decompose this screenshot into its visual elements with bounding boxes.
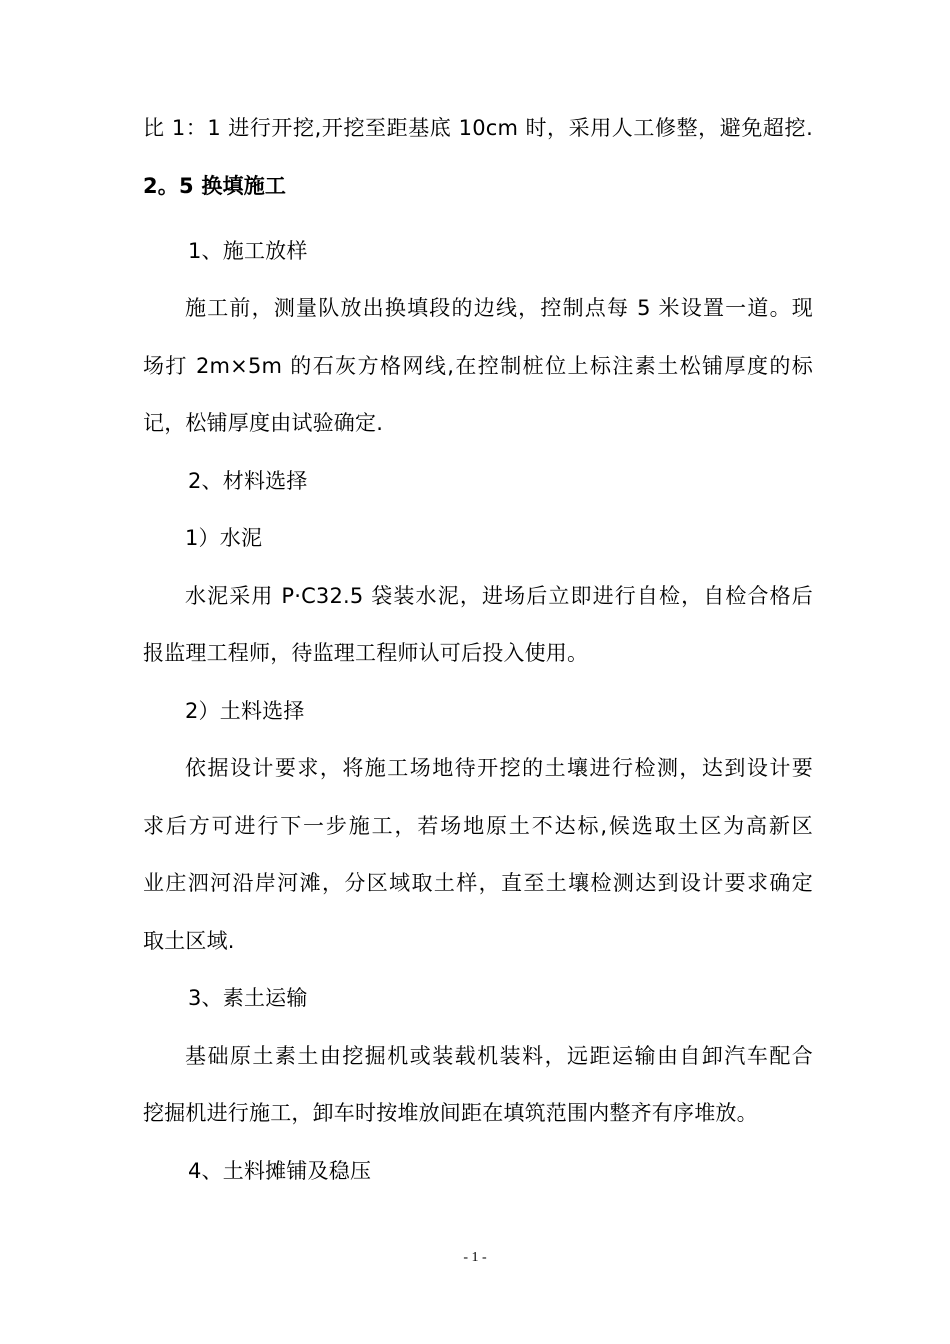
paragraph-line: 挖掘机进行施工，卸车时按堆放间距在填筑范围内整齐有序堆放。 — [143, 1101, 758, 1125]
paragraph-line: 施工前，测量队放出换填段的边线，控制点每 5 米设置一道。现 — [185, 296, 813, 320]
item-heading: 1）水泥 — [185, 526, 263, 550]
paragraph-line: 业庄泗河沿岸河滩，分区域取土样，直至土壤检测达到设计要求确定 — [143, 871, 813, 895]
subsection-heading: 4、土料摊铺及稳压 — [188, 1159, 372, 1183]
subsection-heading: 1、施工放样 — [188, 239, 308, 263]
subsection-heading: 2、材料选择 — [188, 469, 308, 493]
paragraph-line: 比 1：1 进行开挖,开挖至距基底 10cm 时，采用人工修整，避免超挖. — [143, 116, 813, 140]
paragraph-line: 取土区域. — [143, 929, 235, 953]
section-heading: 2。5 换填施工 — [143, 174, 287, 198]
paragraph-line: 基础原土素土由挖掘机或装载机装料，远距运输由自卸汽车配合 — [185, 1044, 813, 1068]
paragraph-line: 报监理工程师，待监理工程师认可后投入使用。 — [143, 641, 589, 665]
subsection-heading: 3、素土运输 — [188, 986, 308, 1010]
paragraph-line: 依据设计要求，将施工场地待开挖的土壤进行检测，达到设计要 — [185, 756, 813, 780]
page-number: - 1 - — [463, 1250, 487, 1265]
paragraph-line: 水泥采用 P·C32.5 袋装水泥，进场后立即进行自检，自检合格后 — [185, 584, 813, 608]
paragraph-line: 求后方可进行下一步施工，若场地原土不达标,候选取土区为高新区 — [143, 814, 813, 838]
paragraph-line: 记，松铺厚度由试验确定. — [143, 411, 384, 435]
paragraph-line: 场打 2m×5m 的石灰方格网线,在控制桩位上标注素土松铺厚度的标 — [143, 354, 813, 378]
item-heading: 2）土料选择 — [185, 699, 305, 723]
